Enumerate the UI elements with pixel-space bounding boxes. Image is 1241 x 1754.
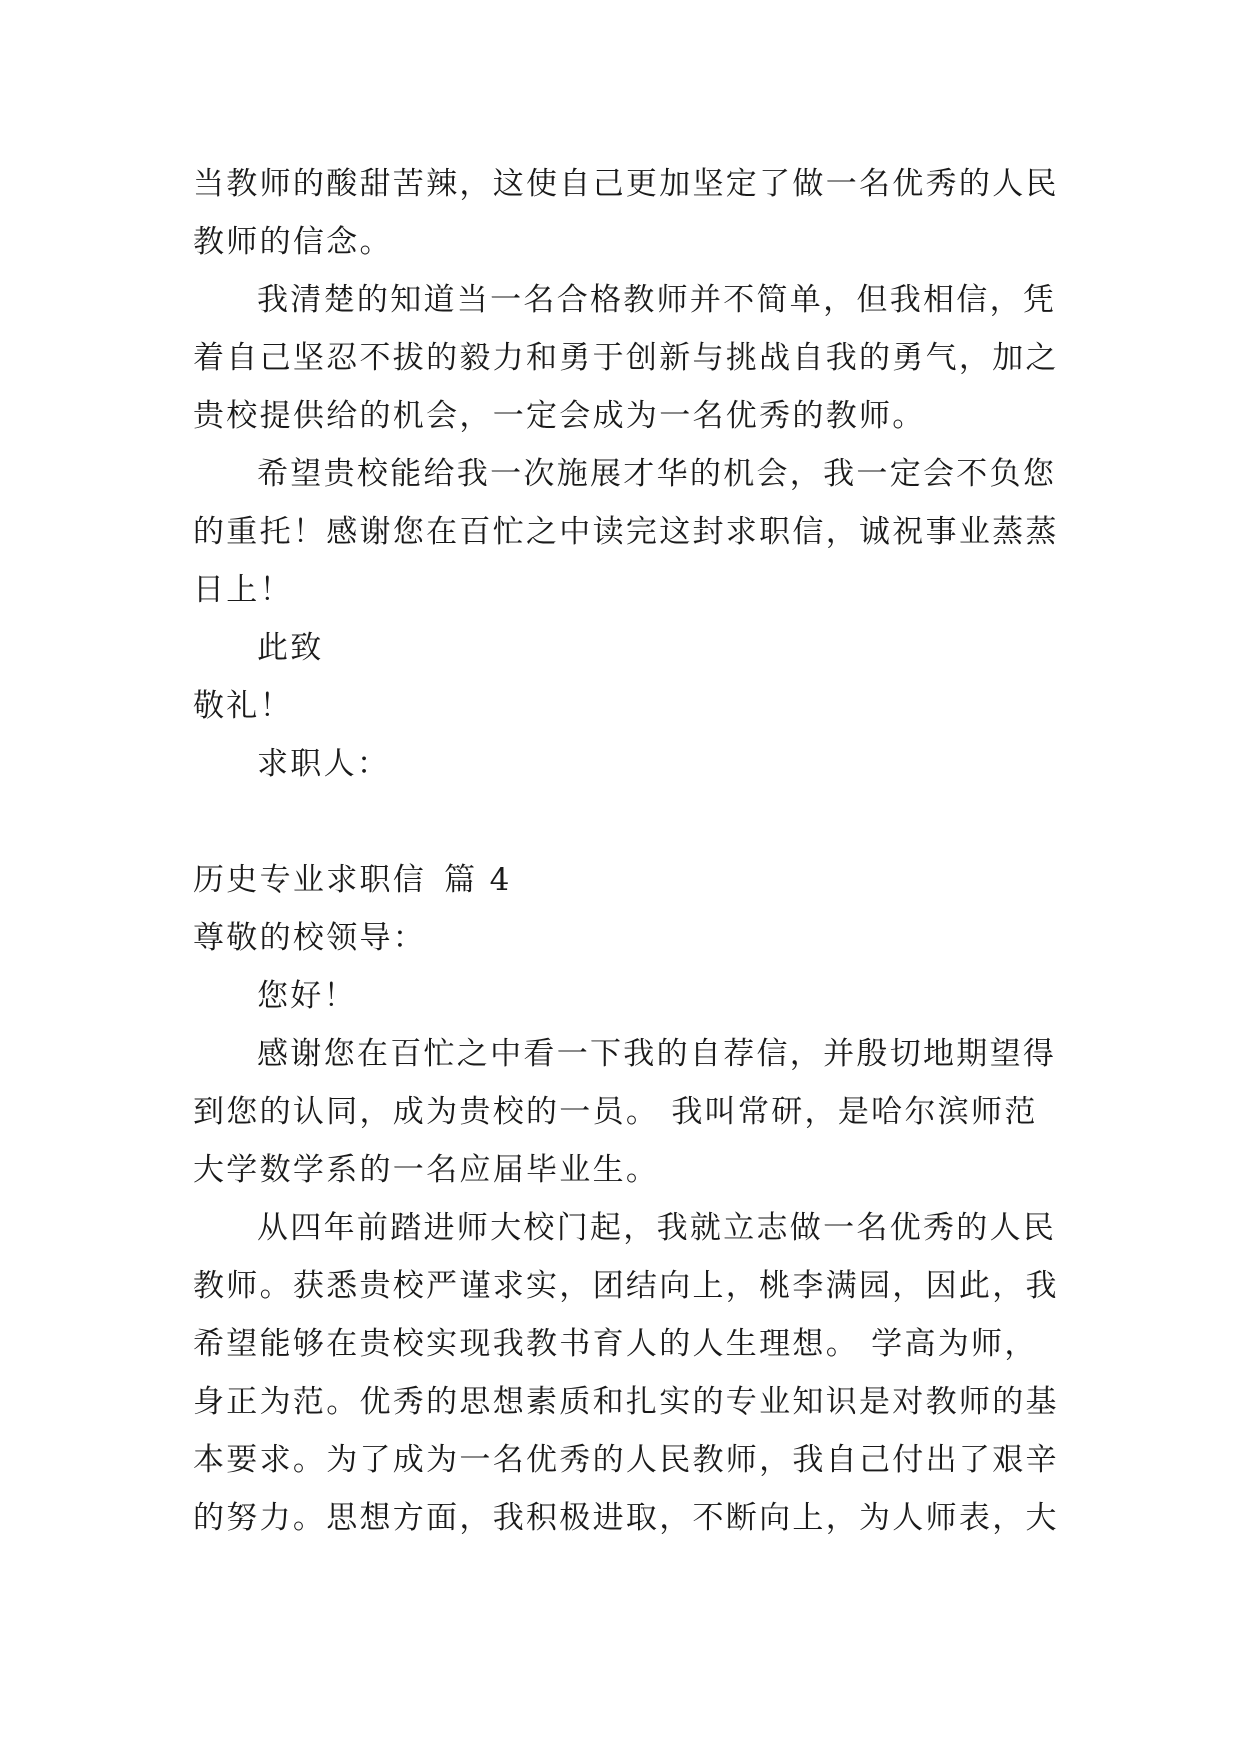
paragraph-line: 感谢您在百忙之中看一下我的自荐信，并殷切地期望得	[257, 1036, 1057, 1072]
closing-jing-li: 敬礼！	[193, 688, 293, 724]
paragraph-line: 我清楚的知道当一名合格教师并不简单，但我相信，凭	[257, 282, 1057, 318]
paragraph-line: 贵校提供给的机会，一定会成为一名优秀的教师。	[193, 398, 926, 434]
paragraph-line: 着自己坚忍不拔的毅力和勇于创新与挑战自我的勇气，加之	[193, 340, 1059, 376]
paragraph-line: 大学数学系的一名应届毕业生。	[193, 1152, 660, 1188]
greeting: 您好！	[257, 978, 357, 1014]
paragraph-line: 日上！	[193, 572, 293, 608]
paragraph-line: 身正为范。优秀的思想素质和扎实的专业知识是对教师的基	[193, 1384, 1059, 1420]
paragraph-line: 本要求。为了成为一名优秀的人民教师，我自己付出了艰辛	[193, 1442, 1059, 1478]
document-page	[193, 155, 1059, 1547]
paragraph-line: 的努力。思想方面，我积极进取，不断向上，为人师表，大	[193, 1500, 1059, 1536]
salutation: 尊敬的校领导：	[193, 920, 427, 956]
paragraph-line: 从四年前踏进师大校门起，我就立志做一名优秀的人民	[257, 1210, 1057, 1246]
paragraph-line: 教师。获悉贵校严谨求实，团结向上，桃李满园，因此，我	[193, 1268, 1059, 1304]
paragraph-line: 希望能够在贵校实现我教书育人的人生理想。 学高为师，	[193, 1326, 1038, 1362]
paragraph-line: 教师的信念。	[193, 224, 393, 260]
section-heading	[193, 851, 1053, 909]
paragraph-line: 到您的认同，成为贵校的一员。 我叫常研，是哈尔滨师范	[193, 1094, 1038, 1130]
paragraph-line: 当教师的酸甜苦辣，这使自己更加坚定了做一名优秀的人民	[193, 166, 1059, 202]
closing-ci-zhi: 此致	[257, 630, 324, 666]
paragraph-line: 希望贵校能给我一次施展才华的机会，我一定会不负您	[257, 456, 1057, 492]
heading-part: 篇 4	[444, 862, 512, 898]
paragraph-line: 的重托！感谢您在百忙之中读完这封求职信，诚祝事业蒸蒸	[193, 514, 1059, 550]
heading-title: 历史专业求职信	[193, 862, 427, 898]
applicant-label: 求职人：	[257, 746, 391, 782]
spacer	[193, 793, 1053, 851]
